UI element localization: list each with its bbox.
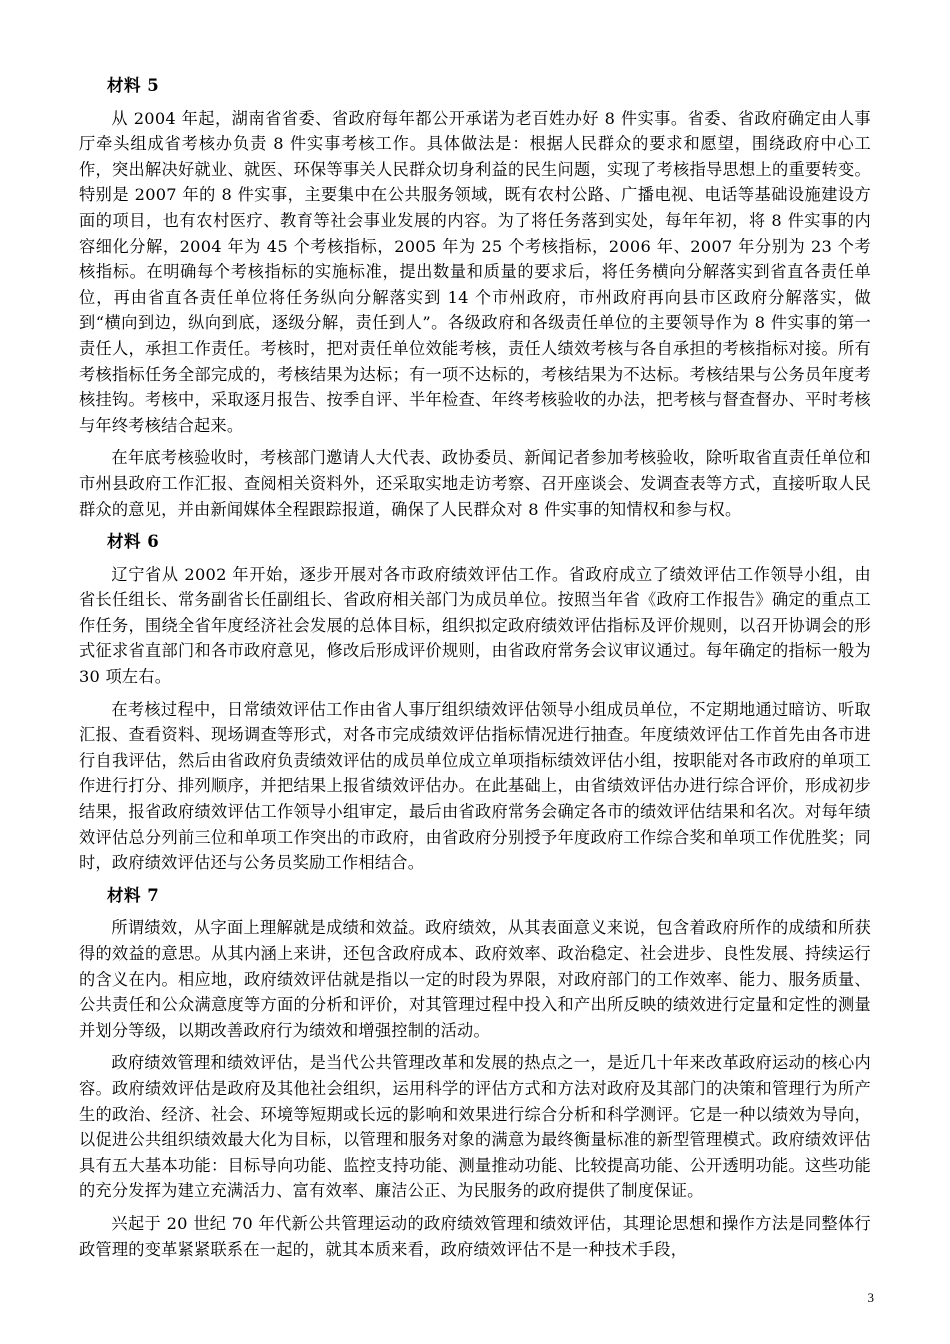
paragraph: 在年底考核验收时，考核部门邀请人大代表、政协委员、新闻记者参加考核验收，除听取省直责任单位和市州县政府工作汇报、查阅相关资料外，还采取实地走访考察、召开座谈会、发调查表等方式，直接听取人民群众的意见，并由新闻媒体全程跟踪报道，确保了人民群众对 8 件实事的知情权和参与权。 [79,448,871,519]
section-title: 材料 7 [107,885,160,905]
paragraph: 辽宁省从 2002 年开始，逐步开展对各市政府绩效评估工作。省政府成立了绩效评估工作领导小组，由省长任组长、常务副省长任副组长、省政府相关部门为成员单位。按照当年省《政府工作报告》确定的重点工作任务，围绕全省年度经济社会发展的总体目标，组织拟定政府绩效评估指标及评价规则，以召开协调会的形式征求省直部门和各市政府意见，修改后形成评价规则，由省政府常务会议审议通过。每年确定的指标一般为 30 项左右。 [79,564,871,687]
paragraph: 在考核过程中，日常绩效评估工作由省人事厅组织绩效评估领导小组成员单位，不定期地通过暗访、听取汇报、查看资料、现场调查等形式，对各市完成绩效评估指标情况进行抽查。年度绩效评估工作首先由各市进行自我评估，然后由省政府负责绩效评估的成员单位成立单项指标绩效评估小组，按职能对各市政府的单项工作进行打分、排列顺序，并把结果上报省绩效评估办。在此基础上，由省绩效评估办进行综合评价，形成初步结果，报省政府绩效评估工作领导小组审定，最后由省政府常务会确定各市的绩效评估结果和名次。对每年绩效评估总分列前三位和单项工作突出的市政府，由省政府分别授予年度政府工作综合奖和单项工作优胜奖；同时，政府绩效评估还与公务员奖励工作相结合。 [79,699,871,873]
paragraph: 所谓绩效，从字面上理解就是成绩和效益。政府绩效，从其表面意义来说，包含着政府所作的成绩和所获得的效益的意思。从其内涵上来讲，还包含政府成本、政府效率、政治稳定、社会进步、良性发展、持续运行的含义在内。相应地，政府绩效评估就是指以一定的时段为界限，对政府部门的工作效率、能力、服务质量、公共责任和公众满意度等方面的分析和评价，对其管理过程中投入和产出所反映的绩效进行定量和定性的测量并划分等级，以期改善政府行为绩效和增强控制的活动。 [79,918,871,1040]
section-material-6 [79,529,871,876]
section-material-7 [79,883,871,1262]
section-title: 材料 5 [107,76,160,95]
paragraph: 从 2004 年起，湖南省省委、省政府每年都公开承诺为老百姓办好 8 件实事。省委、省政府确定由人事厅牵头组成省考核办负责 8 件实事考核工作。具体做法是：根据人民群众的要求和愿望，围绕政府中心工作，突出解决好就业、就医、环保等事关人民群众切身利益的民生问题，实现了考核指导思想上的重要转变。特别是 2007 年的 8 件实事，主要集中在公共服务领域，既有农村公路、广播电视、电话等基础设施建设方面的项目，也有农村医疗、教育等社会事业发展的内容。为了将任务落到实处，每年年初，将 8 件实事的内容细化分解，2004 年为 45 个考核指标，2005 年为 25 个考核指标，2006 年、2007 年分别为 23 个考核指标。在明确每个考核指标的实施标准，提出数量和质量的要求后，将任务横向分解落实到省直各责任单位，再由省直各责任单位将任务纵向分解落实到 14 个市州政府，市州政府再向县市区政府分解落实，做到“横向到边，纵向到底，逐级分解，责任到人”。各级政府和各级责任单位的主要领导作为 8 件实事的第一责任人，承担工作责任。考核时，把对责任单位效能考核，责任人绩效考核与各自承担的考核指标对接。所有考核指标任务全部完成的，考核结果为达标；有一项不达标的，考核结果为不达标。考核结果与公务员年度考核挂钩。考核中，采取逐月报告、按季自评、半年检查、年终考核验收的办法，把考核与督查督办、平时考核与年终考核结合起来。 [79,108,871,435]
section-title: 材料 6 [107,532,160,552]
section-material-5 [79,73,871,522]
page-number: 3 [867,1290,874,1305]
paragraph: 兴起于 20 世纪 70 年代新公共管理运动的政府绩效管理和绩效评估，其理论思想和操作方法是同整体行政管理的变革紧紧联系在一起的，就其本质来看，政府绩效评估不是一种技术手段， [79,1213,871,1259]
paragraph: 政府绩效管理和绩效评估，是当代公共管理改革和发展的热点之一，是近几十年来改革政府运动的核心内容。政府绩效评估是政府及其他社会组织，运用科学的评估方式和方法对政府及其部门的决策和管理行为所产生的政治、经济、社会、环境等短期或长远的影响和效果进行综合分析和科学测评。它是一种以绩效为导向，以促进公共组织绩效最大化为目标，以管理和服务对象的满意为最终衡量标准的新型管理模式。政府绩效评估具有五大基本功能：目标导向功能、监控支持功能、测量推动功能、比较提高功能、公开透明功能。这些功能的充分发挥为建立充满活力、富有效率、廉洁公正、为民服务的政府提供了制度保证。 [79,1053,871,1201]
